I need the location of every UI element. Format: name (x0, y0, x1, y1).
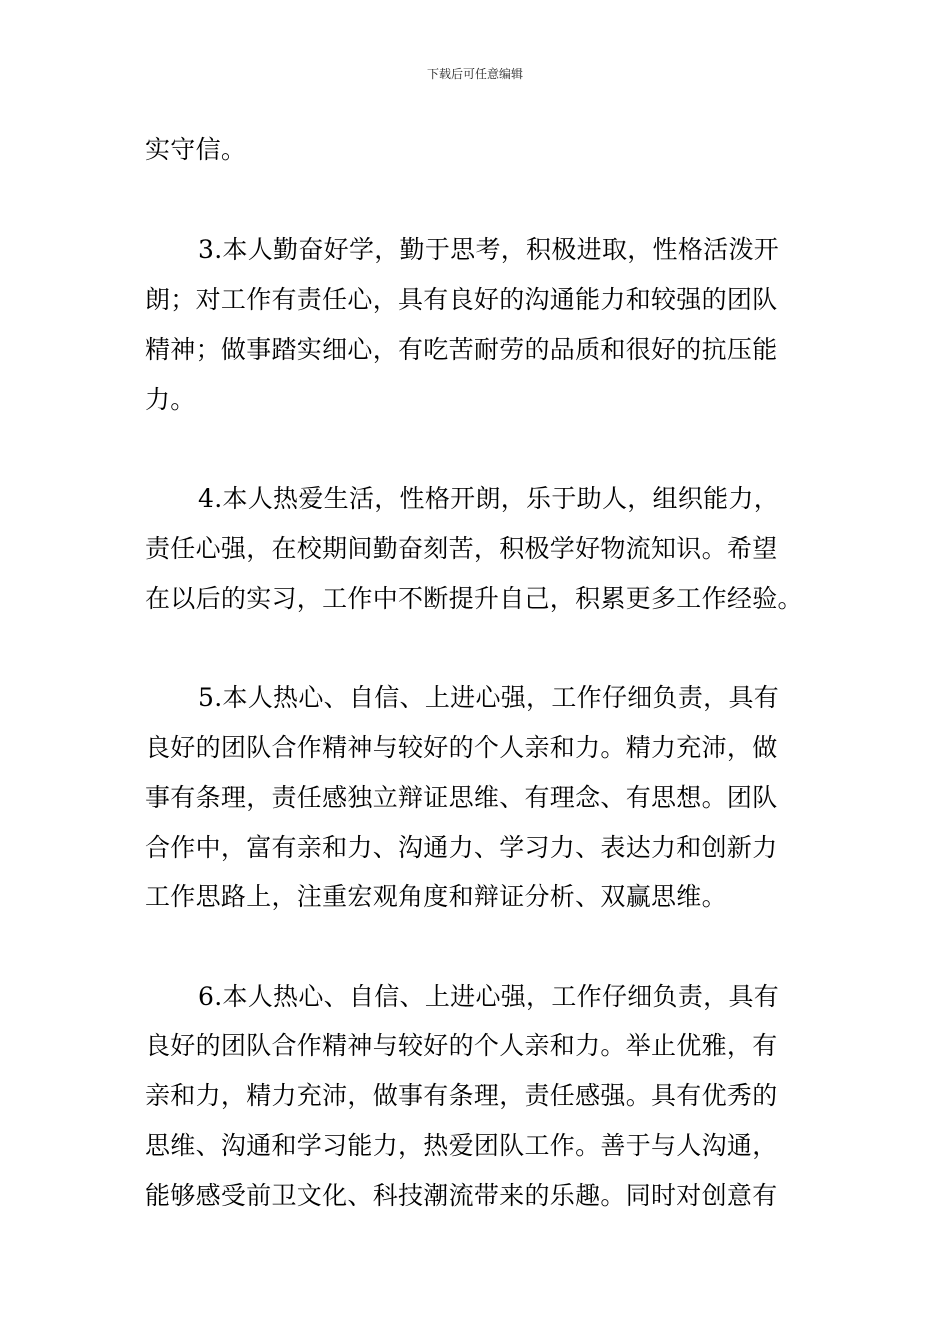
text-line: 良好的团队合作精神与较好的个人亲和力。举止优雅，有 (145, 1031, 778, 1060)
text-line: 精神；做事踏实细心，有吃苦耐劳的品质和很好的抗压能 (145, 335, 778, 364)
text-line: 事有条理，责任感独立辩证思维、有理念、有思想。团队 (145, 783, 778, 812)
text-line: 良好的团队合作精神与较好的个人亲和力。精力充沛，做 (145, 733, 778, 762)
page-header: 下载后可任意编辑 (426, 67, 523, 81)
text-line: 责任心强，在校期间勤奋刻苦，积极学好物流知识。希望 (145, 534, 778, 563)
text-line: 亲和力，精力充沛，做事有条理，责任感强。具有优秀的 (145, 1081, 778, 1110)
text-line: 朗；对工作有责任心，具有良好的沟通能力和较强的团队 (145, 285, 778, 314)
text-line: 合作中，富有亲和力、沟通力、学习力、表达力和创新力 (145, 833, 778, 862)
text-line: 能够感受前卫文化、科技潮流带来的乐趣。同时对创意有 (145, 1181, 778, 1210)
text-line: 实守信。 (145, 135, 247, 164)
paragraph-5-first-line: 5.本人热心、自信、上进心强，工作仔细负责，具有 (198, 683, 780, 712)
text-line: 工作思路上，注重宏观角度和辩证分析、双赢思维。 (145, 882, 727, 911)
text-line: 在以后的实习，工作中不断提升自己，积累更多工作经验。 (145, 584, 803, 613)
paragraph-4-first-line: 4.本人热爱生活，性格开朗，乐于助人，组织能力， (198, 484, 780, 513)
text-line: 思维、沟通和学习能力，热爱团队工作。善于与人沟通， (145, 1131, 778, 1160)
paragraph-6-first-line: 6.本人热心、自信、上进心强，工作仔细负责，具有 (198, 982, 780, 1011)
text-line: 力。 (145, 385, 196, 414)
paragraph-3-first-line: 3.本人勤奋好学，勤于思考，积极进取，性格活泼开 (198, 235, 780, 264)
